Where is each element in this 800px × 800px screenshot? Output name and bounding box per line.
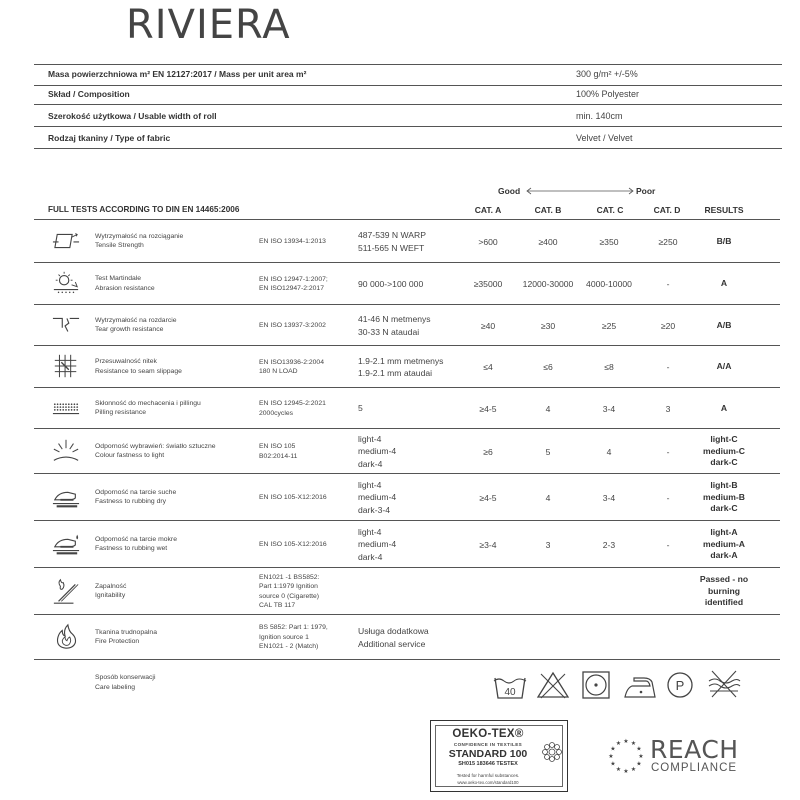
test-final-result bbox=[684, 278, 764, 290]
test-result bbox=[358, 278, 423, 291]
ignitability-icon bbox=[50, 577, 82, 605]
test-name-pl: Odporność na tarcie mokre bbox=[95, 535, 177, 543]
final-result-line: medium-A bbox=[702, 538, 746, 549]
test-row bbox=[34, 305, 780, 346]
results-header: RESULTS bbox=[704, 205, 744, 215]
test-standard-line: Part 1:1979 Ignition bbox=[259, 583, 318, 590]
test-standard bbox=[259, 540, 327, 550]
test-row bbox=[34, 263, 780, 305]
cat-b-value: ≥30 bbox=[540, 320, 556, 331]
spec-label: Szerokość użytkowa / Usable width of roll bbox=[48, 111, 217, 121]
test-row bbox=[34, 615, 780, 660]
test-result-line: dark-4 bbox=[358, 458, 383, 469]
rubbing-wet-icon bbox=[50, 530, 82, 558]
test-name-pl: Zapalność bbox=[95, 582, 127, 590]
final-result-line: A bbox=[720, 278, 728, 289]
test-row bbox=[34, 521, 780, 568]
oeko-flower-icon bbox=[540, 740, 564, 764]
oeko-tex-label bbox=[430, 720, 568, 792]
care-label-pl: Sposób konserwacji bbox=[95, 674, 156, 681]
test-row bbox=[34, 388, 780, 429]
test-standard bbox=[259, 321, 326, 331]
test-result-line: dark-4 bbox=[358, 551, 383, 562]
svg-text:★: ★ bbox=[630, 766, 637, 773]
test-standard-line: Ignition source 1 bbox=[259, 633, 309, 641]
cat-b-value: 3 bbox=[545, 539, 551, 550]
test-standard-line: EN ISO12947-2:2017 bbox=[259, 285, 324, 292]
poor-label: Poor bbox=[636, 186, 656, 196]
test-standard-line: CAL TB 117 bbox=[259, 602, 296, 609]
wash-temp: 40 bbox=[504, 687, 516, 698]
test-name-en: Resistance to seam slippage bbox=[95, 367, 182, 375]
test-final-result bbox=[684, 480, 764, 515]
final-result-line: A/A bbox=[716, 361, 732, 372]
test-name-pl: Wytrzymałość na rozdarcie bbox=[95, 316, 177, 324]
cat-d-header: CAT. D bbox=[653, 205, 681, 215]
final-result-line: A/B bbox=[716, 319, 732, 330]
reach-title: REACH bbox=[650, 735, 739, 764]
cat-a-value: ≥4-5 bbox=[479, 492, 497, 503]
test-standard-line: EN ISO 13937-3:2002 bbox=[259, 321, 326, 329]
test-name-en: Fastness to rubbing wet bbox=[95, 545, 168, 552]
cat-b-value: ≤6 bbox=[543, 362, 553, 372]
test-result-line: light-4 bbox=[358, 479, 382, 490]
test-result-line: medium-4 bbox=[358, 539, 397, 550]
test-name-en: Pilling resistance bbox=[95, 409, 146, 416]
test-result-line: Additional service bbox=[358, 638, 426, 649]
test-final-result bbox=[684, 320, 764, 332]
test-result-line: Usługa dodatkowa bbox=[358, 626, 429, 636]
test-name bbox=[95, 399, 201, 418]
test-final-result bbox=[684, 236, 764, 248]
cat-d-value: - bbox=[666, 279, 670, 289]
test-result-line: 487-539 N WARP bbox=[358, 230, 426, 240]
svg-text:★: ★ bbox=[610, 760, 616, 768]
test-result-line: medium-4 bbox=[358, 492, 397, 503]
test-standard-line: EN ISO 13934-1:2013 bbox=[259, 237, 326, 245]
reach-sub: COMPLIANCE bbox=[651, 762, 738, 774]
test-result-line: 1.9-2.1 mm ataudai bbox=[358, 368, 433, 378]
cat-a-value: ≥35000 bbox=[473, 279, 503, 289]
final-result-line: dark-A bbox=[710, 550, 738, 561]
final-result-line: identified bbox=[704, 597, 744, 608]
svg-text:★: ★ bbox=[623, 738, 629, 745]
oeko-sub: CONFIDENCE IN TEXTILES bbox=[453, 742, 523, 747]
care-label-en: Care labeling bbox=[95, 683, 136, 691]
cat-b-value: ≥400 bbox=[538, 236, 558, 247]
test-result bbox=[358, 625, 429, 650]
spec-row bbox=[34, 64, 782, 86]
svg-text:★: ★ bbox=[636, 760, 642, 768]
test-name bbox=[95, 357, 182, 376]
cat-d-value: 3 bbox=[665, 403, 671, 414]
test-final-result bbox=[684, 574, 764, 609]
good-poor-arrow bbox=[524, 187, 636, 195]
test-result bbox=[358, 355, 443, 380]
svg-text:P: P bbox=[675, 678, 685, 693]
cat-c-value: ≥25 bbox=[601, 320, 617, 331]
test-name-en: Tensile Strength bbox=[95, 242, 144, 249]
svg-text:★: ★ bbox=[615, 766, 622, 773]
lightfastness-icon bbox=[50, 437, 82, 465]
test-result bbox=[358, 479, 396, 517]
test-name-en: Colour fastness to light bbox=[95, 452, 165, 459]
test-standard bbox=[259, 493, 327, 503]
test-result-line: 1.9-2.1 mm metmenys bbox=[358, 355, 444, 366]
spec-label: Skład / Composition bbox=[48, 89, 130, 99]
test-standard bbox=[259, 358, 324, 377]
eu-stars-icon bbox=[606, 736, 646, 776]
test-name bbox=[95, 316, 177, 335]
final-result-line: Passed - no bbox=[699, 574, 749, 585]
oeko-standard: STANDARD 100 bbox=[448, 748, 528, 760]
svg-text:★: ★ bbox=[615, 740, 622, 747]
test-name-en: Fastness to rubbing dry bbox=[95, 498, 167, 505]
test-result-line: 30-33 N ataudai bbox=[358, 326, 420, 337]
test-name bbox=[95, 274, 155, 293]
test-name bbox=[95, 232, 183, 251]
final-result-line: burning bbox=[708, 585, 740, 596]
cat-d-value: ≥20 bbox=[660, 320, 676, 331]
no-wring-icon bbox=[706, 669, 742, 699]
cat-c-value: 4000-10000 bbox=[586, 279, 632, 289]
test-name-pl: Tkanina trudnopalna bbox=[95, 628, 157, 636]
test-name-pl: Skłonność do mechacenia i pillingu bbox=[95, 399, 201, 407]
cat-c-value: 3-4 bbox=[602, 403, 616, 414]
cat-b-value: 4 bbox=[545, 492, 551, 503]
test-result-line: light-4 bbox=[358, 526, 382, 537]
test-name-en: Tear growth resistance bbox=[95, 326, 164, 333]
test-name-en: Abrasion resistance bbox=[95, 284, 155, 292]
final-result-line: light-B bbox=[710, 480, 738, 491]
test-result bbox=[358, 229, 426, 254]
cat-a-value: >600 bbox=[478, 236, 498, 247]
test-name-en: Fire Protection bbox=[95, 638, 140, 645]
spec-row bbox=[34, 128, 782, 149]
cat-d-value: - bbox=[666, 446, 670, 457]
test-standard bbox=[259, 573, 319, 611]
test-final-result bbox=[684, 434, 764, 469]
test-final-result bbox=[684, 527, 764, 562]
test-standard-line: EN1021 - 2 (Match) bbox=[259, 643, 319, 651]
seam-slippage-icon bbox=[50, 352, 82, 380]
spec-value: 300 g/m² +/-5% bbox=[576, 69, 638, 79]
test-result bbox=[358, 313, 431, 338]
wash-40-icon bbox=[492, 672, 528, 702]
tests-title: FULL TESTS ACCORDING TO DIN EN 14465:2006 bbox=[48, 205, 240, 214]
final-result-line: A bbox=[720, 402, 728, 413]
cat-a-value: ≥6 bbox=[483, 446, 493, 457]
pilling-icon bbox=[50, 394, 82, 422]
test-standard bbox=[259, 237, 326, 247]
oeko-code: SH015 183646 TESTEX bbox=[458, 761, 518, 767]
cat-a-header: CAT. A bbox=[474, 205, 502, 215]
test-result-line: 5 bbox=[358, 403, 363, 414]
spec-row bbox=[34, 106, 782, 127]
test-result bbox=[358, 433, 396, 471]
spec-label: Masa powierzchniowa m² EN 12127:2017 / Mass per unit area m² bbox=[48, 69, 307, 79]
test-result-line: light-4 bbox=[358, 433, 382, 444]
spec-label: Rodzaj tkaniny / Type of fabric bbox=[48, 133, 171, 143]
test-result-line: 511-565 N WEFT bbox=[358, 242, 425, 253]
test-standard bbox=[259, 623, 328, 652]
rubbing-dry-icon bbox=[50, 483, 82, 511]
final-result-line: light-C bbox=[710, 434, 738, 445]
good-label: Good bbox=[498, 186, 521, 196]
final-result-line: medium-B bbox=[702, 491, 746, 502]
test-standard-line: 2000cycles bbox=[259, 409, 294, 417]
svg-text:★: ★ bbox=[636, 745, 642, 753]
test-name-pl: Odporność na tarcie suche bbox=[95, 488, 177, 496]
test-name bbox=[95, 628, 157, 647]
svg-text:★: ★ bbox=[638, 753, 644, 760]
test-name bbox=[95, 488, 176, 507]
test-standard bbox=[259, 442, 297, 461]
test-standard-line: source 0 (Cigarette) bbox=[259, 592, 320, 600]
final-result-line: medium-C bbox=[702, 445, 746, 456]
test-name bbox=[95, 442, 216, 461]
test-result-line: medium-4 bbox=[358, 446, 397, 457]
martindale-icon bbox=[50, 269, 82, 297]
test-standard-line: EN ISO 12947-1:2007; bbox=[259, 275, 328, 283]
cat-d-value: - bbox=[666, 492, 670, 503]
oeko-brand: OEKO-TEX® bbox=[452, 728, 524, 740]
tensile-icon bbox=[50, 227, 82, 255]
oeko-url: www.oeko-tex.com/standard100 bbox=[457, 780, 519, 785]
test-name-pl: Przesuwalność nitek bbox=[95, 358, 157, 365]
oeko-tested: Tested for harmful substances. bbox=[456, 773, 520, 778]
test-standard-line: EN ISO13936-2:2004 bbox=[259, 358, 324, 366]
spec-value: Velvet / Velvet bbox=[576, 133, 633, 143]
tumble-dry-icon bbox=[578, 670, 614, 700]
cat-d-value: ≥250 bbox=[658, 236, 678, 247]
test-row bbox=[34, 568, 780, 615]
cat-c-value: 2-3 bbox=[602, 539, 616, 550]
test-row bbox=[34, 474, 780, 521]
final-result-line: light-A bbox=[710, 527, 738, 538]
care-label bbox=[95, 673, 155, 692]
cat-d-value: - bbox=[666, 539, 670, 550]
test-name bbox=[95, 535, 177, 554]
test-result-line: 90 000->100 000 bbox=[358, 278, 424, 289]
test-standard-line: 180 N LOAD bbox=[259, 368, 298, 375]
svg-text:★: ★ bbox=[630, 740, 637, 747]
test-standard-line: B02:2014-11 bbox=[259, 452, 298, 460]
test-standard-line: EN ISO 105-X12:2016 bbox=[259, 493, 327, 501]
test-standard-line: EN1021 -1 BS5852: bbox=[259, 573, 320, 581]
test-row bbox=[34, 220, 780, 263]
test-row bbox=[34, 346, 780, 388]
test-result bbox=[358, 402, 363, 415]
test-final-result bbox=[684, 361, 764, 373]
final-result-line: dark-C bbox=[710, 503, 738, 514]
test-name-en: Ignitability bbox=[95, 592, 126, 599]
test-standard-line: EN ISO 105 bbox=[259, 443, 296, 450]
cat-a-value: ≥4-5 bbox=[479, 403, 497, 414]
cat-b-value: 5 bbox=[545, 446, 551, 457]
test-standard bbox=[259, 399, 326, 418]
spec-value: min. 140cm bbox=[576, 111, 623, 121]
final-result-line: dark-C bbox=[710, 457, 738, 468]
test-standard-line: EN ISO 105-X12:2016 bbox=[259, 540, 327, 548]
spec-row bbox=[34, 84, 782, 105]
cat-c-value: 4 bbox=[606, 446, 612, 457]
final-result-line: B/B bbox=[716, 235, 732, 246]
cat-a-value: ≤4 bbox=[483, 362, 493, 372]
test-result bbox=[358, 526, 396, 564]
test-name-pl: Odporność wybrawień: światło sztuczne bbox=[95, 442, 216, 450]
cat-d-value: - bbox=[666, 362, 670, 372]
fire-protection-icon bbox=[50, 623, 82, 651]
test-row bbox=[34, 429, 780, 474]
svg-text:★: ★ bbox=[623, 768, 629, 775]
cat-c-header: CAT. C bbox=[596, 205, 624, 215]
professional-clean-p-icon bbox=[662, 670, 698, 700]
cat-b-value: 12000-30000 bbox=[522, 279, 574, 289]
svg-text:★: ★ bbox=[610, 745, 616, 753]
test-standard-line: BS 5852: Part 1: 1979, bbox=[259, 624, 328, 632]
spec-value: 100% Polyester bbox=[576, 89, 640, 99]
cat-c-value: ≤8 bbox=[604, 362, 614, 372]
test-name-pl: Wytrzymałość na rozciąganie bbox=[95, 232, 184, 240]
test-standard bbox=[259, 275, 328, 294]
test-name-pl: Test Martindale bbox=[95, 275, 142, 282]
iron-low-icon bbox=[622, 672, 658, 702]
test-standard-line: EN ISO 12945-2:2021 bbox=[259, 400, 326, 407]
cat-a-value: ≥3-4 bbox=[479, 539, 497, 550]
tear-icon bbox=[50, 311, 82, 339]
test-result-line: 41-46 N metmenys bbox=[358, 314, 431, 324]
product-title: RIVIERA bbox=[126, 2, 291, 48]
cat-a-value: ≥40 bbox=[480, 320, 496, 331]
no-bleach-icon bbox=[535, 670, 571, 700]
cat-c-value: 3-4 bbox=[602, 492, 616, 503]
cat-b-header: CAT. B bbox=[534, 205, 562, 215]
test-final-result bbox=[684, 403, 764, 415]
test-name bbox=[95, 582, 126, 601]
test-result-line: dark-3-4 bbox=[358, 504, 390, 515]
svg-text:★: ★ bbox=[608, 753, 614, 760]
cat-b-value: 4 bbox=[545, 403, 551, 414]
cat-c-value: ≥350 bbox=[599, 236, 619, 247]
